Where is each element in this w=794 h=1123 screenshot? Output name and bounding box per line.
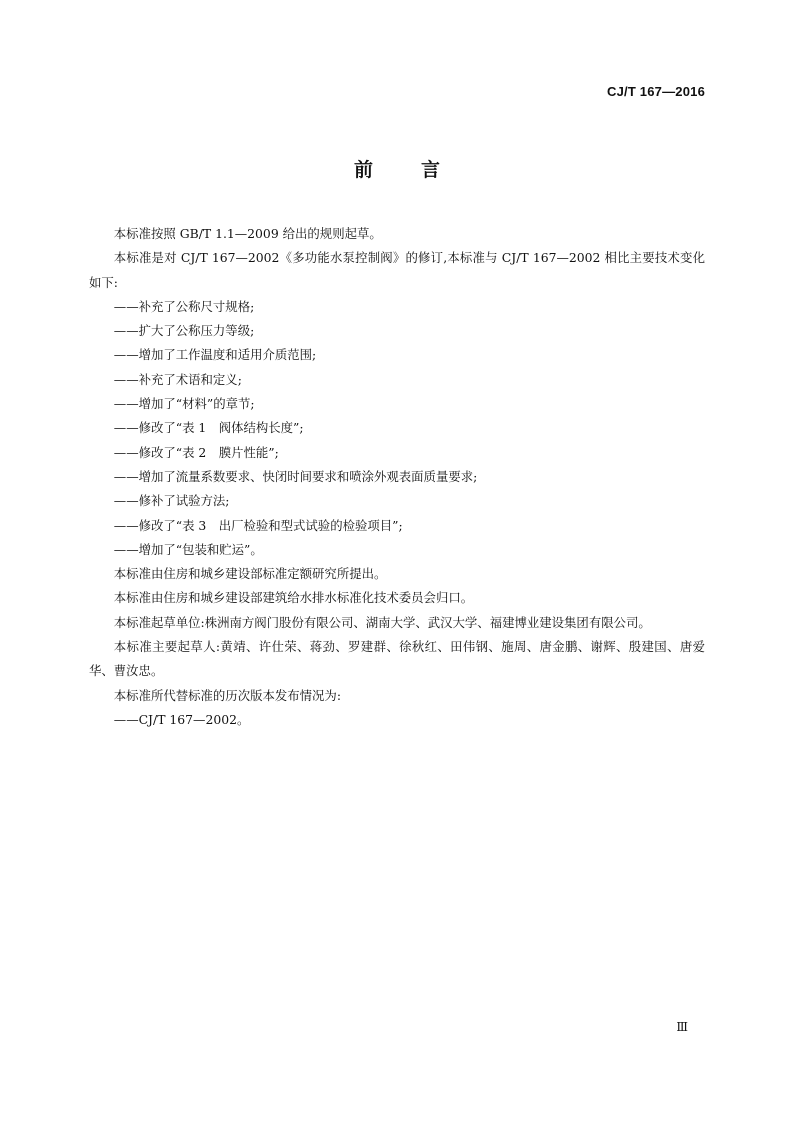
change-item: ——增加了流量系数要求、快闭时间要求和喷涂外观表面质量要求; [113, 468, 478, 484]
paragraph-history-intro: 本标准所代替标准的历次版本发布情况为: [113, 687, 342, 703]
page-title-char-1: 前 [353, 159, 373, 181]
change-item: ——补充了公称尺寸规格; [113, 298, 255, 314]
change-item: ——补充了术语和定义; [113, 371, 242, 387]
standard-code: CJ/T 167—2016 [607, 84, 705, 99]
page-number: Ⅲ [676, 1020, 688, 1034]
paragraph-revision-summary: 本标准是对 CJ/T 167—2002《多功能水泵控制阀》的修订,本标准与 CJ/T 167—2002 相比主要技术变化如下: [89, 250, 705, 290]
change-item: ——扩大了公称压力等级; [113, 323, 255, 339]
page-title [0, 155, 794, 182]
history-item: ——CJ/T 167—2002。 [113, 711, 250, 727]
paragraph-drafters: 本标准主要起草人:黄靖、许仕荣、蒋劲、罗建群、徐秋红、田伟钢、施周、唐金鹏、谢辉、殷建国、唐爱华、曹汝忠。 [89, 639, 705, 679]
paragraph-drafting-rules: 本标准按照 GB/T 1.1—2009 给出的规则起草。 [113, 226, 382, 241]
change-item: ——增加了“包装和贮运”。 [113, 541, 263, 557]
paragraph-proposer: 本标准由住房和城乡建设部标准定额研究所提出。 [113, 566, 387, 582]
foreword-body [89, 222, 705, 732]
paragraph-drafting-units: 本标准起草单位:株洲南方阀门股份有限公司、湖南大学、武汉大学、福建博业建设集团有限公司。 [113, 614, 651, 630]
change-item: ——修补了试验方法; [113, 493, 230, 509]
change-item: ——修改了“表 2 膜片性能”; [113, 444, 279, 460]
change-item: ——增加了“材料”的章节; [113, 396, 255, 412]
page-title-char-2: 言 [421, 159, 441, 181]
change-item: ——增加了工作温度和适用介质范围; [113, 347, 317, 363]
paragraph-administrator: 本标准由住房和城乡建设部建筑给水排水标准化技术委员会归口。 [113, 590, 474, 606]
change-item: ——修改了“表 1 阀体结构长度”; [113, 420, 304, 436]
change-item: ——修改了“表 3 出厂检验和型式试验的检验项目”; [113, 517, 403, 533]
